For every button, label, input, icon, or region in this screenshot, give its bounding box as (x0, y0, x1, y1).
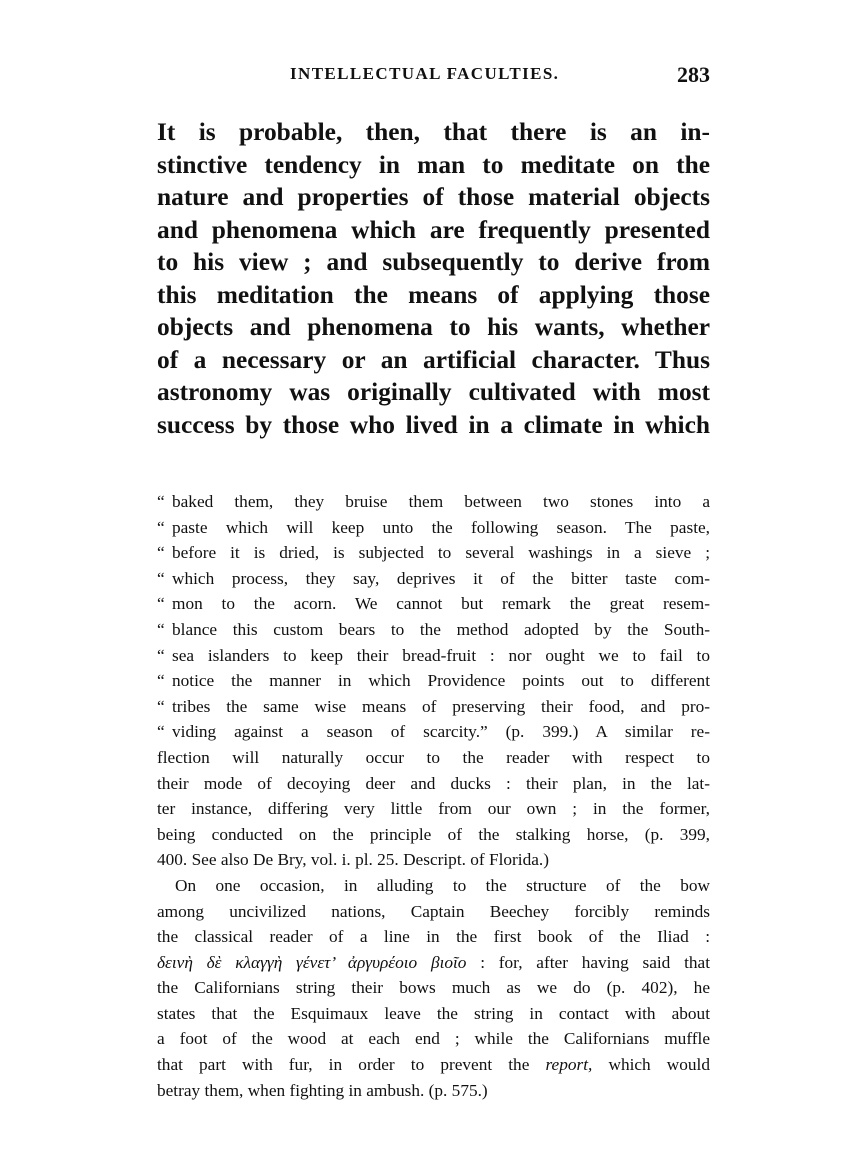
footnote-line: a foot of the wood at each end ; while the Californians muffle (157, 1029, 710, 1049)
italic-word: report, (545, 1055, 593, 1075)
quoted-line-text: before it is dried, is subjected to several washings in a sieve ; (172, 543, 710, 563)
quote-mark: “ (157, 492, 165, 511)
main-line: to his view ; and subsequently to derive from (157, 248, 710, 276)
main-line: and phenomena which are frequently presented (157, 215, 710, 244)
quoted-line-text: sea islanders to keep their bread-fruit : nor ought we to fail to (172, 645, 710, 665)
quoted-line (157, 515, 710, 541)
main-line: nature and properties of those material objects (157, 183, 710, 211)
footnote-line: On one occasion, in alluding to the structure of the bow (175, 875, 710, 895)
quote-mark: “ (157, 722, 165, 742)
footnote-line: the classical reader of a line in the first book of the Iliad : (157, 927, 710, 947)
main-line: of a necessary or an artificial character. Thus (157, 345, 710, 374)
footnote-line: ter instance, differing very little from our own ; in the former, (157, 799, 710, 819)
quoted-line-text: paste which will keep unto the following season. The paste, (172, 517, 710, 537)
quote-mark: “ (157, 645, 165, 665)
main-line: objects and phenomena to his wants, whether (157, 313, 710, 341)
quoted-line-text: baked them, they bruise them between two stones into a (172, 492, 710, 511)
quote-mark: “ (157, 594, 165, 614)
footnote-line-greek (157, 950, 710, 976)
footnote-line-rest: : for, after having said that (466, 952, 710, 972)
quoted-line (157, 694, 710, 720)
quoted-line (157, 489, 710, 515)
quoted-line-text: notice the manner in which Providence points out to different (172, 671, 710, 691)
footnote-paragraph-2 (157, 873, 710, 1103)
footnote-line: betray them, when fighting in ambush. (p. 575.) (157, 1080, 488, 1100)
book-page (157, 60, 710, 1103)
main-line: astronomy was originally cultivated with most (157, 378, 710, 406)
footnote-quotation (157, 489, 710, 745)
quoted-line (157, 566, 710, 592)
quoted-line-text: mon to the acorn. We cannot but remark the great resem- (172, 594, 710, 614)
quote-mark: “ (157, 517, 165, 537)
quoted-line (157, 591, 710, 617)
footnote (157, 489, 710, 1103)
quoted-line-text: which process, they say, deprives it of the bitter taste com- (172, 568, 710, 588)
main-line: stinctive tendency in man to meditate on the (157, 150, 710, 179)
quoted-line (157, 617, 710, 643)
quoted-line-text: tribes the same wise means of preserving their food, and pro- (172, 696, 710, 716)
quote-mark: “ (157, 568, 165, 588)
quoted-line (157, 719, 710, 745)
quote-mark: “ (157, 696, 165, 716)
quoted-line (157, 643, 710, 669)
quote-mark: “ (157, 671, 165, 691)
quoted-line (157, 668, 710, 694)
page-number: 283 (677, 62, 710, 87)
text-after: which would (592, 1055, 710, 1075)
main-line: It is probable, then, that there is an in- (157, 118, 710, 146)
greek-quotation: δεινὴ δὲ κλαγγὴ γένετ’ ἀργυρέοιο βιοῖο (157, 952, 467, 972)
running-head (157, 60, 710, 90)
main-line: this meditation the means of applying those (157, 280, 710, 309)
footnote-line: 400. See also De Bry, vol. i. pl. 25. Descript. of Florida.) (157, 850, 549, 870)
running-title: INTELLECTUAL FACULTIES. (290, 64, 560, 83)
main-line: success by those who lived in a climate in which (157, 410, 710, 439)
footnote-line: among uncivilized nations, Captain Beechey forcibly reminds (157, 901, 710, 921)
quoted-line-text: viding against a season of scarcity.” (p. 399.) A similar re- (172, 722, 710, 742)
footnote-line: being conducted on the principle of the stalking horse, (p. 399, (157, 824, 710, 844)
quote-mark: “ (157, 543, 165, 563)
footnote-line: their mode of decoying deer and ducks : their plan, in the lat- (157, 773, 710, 793)
footnote-line: the Californians string their bows much as we do (p. 402), he (157, 978, 710, 998)
main-paragraph (157, 116, 710, 441)
footnote-line: flection will naturally occur to the reader with respect to (157, 747, 710, 767)
quote-mark: “ (157, 619, 165, 639)
footnote-line: states that the Esquimaux leave the string in contact with about (157, 1003, 710, 1023)
quoted-line-text: blance this custom bears to the method adopted by the South- (172, 619, 710, 639)
text-before: that part with fur, in order to prevent the (157, 1055, 546, 1075)
footnote-line-with-italic (157, 1052, 710, 1078)
footnote-continuation (157, 745, 710, 873)
quoted-line (157, 540, 710, 566)
